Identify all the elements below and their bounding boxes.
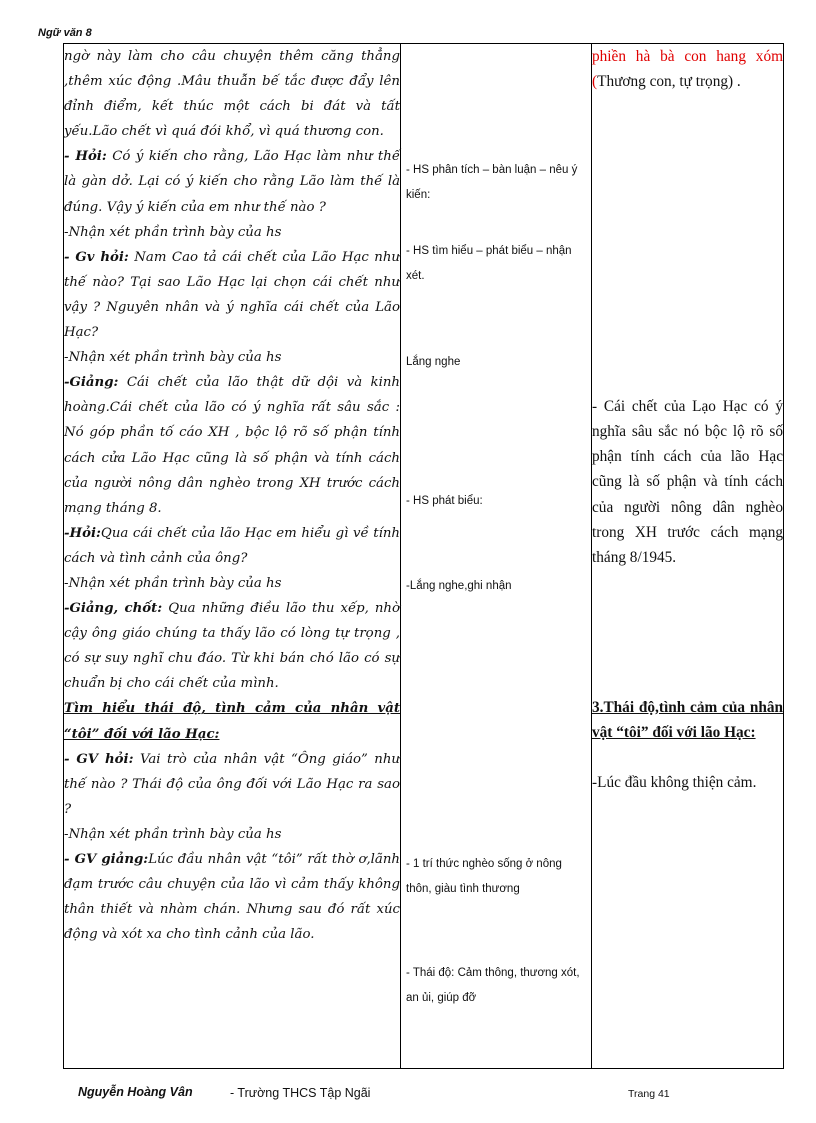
student-answer: - Thái độ: Cảm thông, thương xót, an ủi, giúp đỡ	[406, 967, 580, 1004]
question-1: - Hỏi: Có ý kiến cho rằng, Lão Hạc làm như thế là gàn dở. Lại có ý kiến cho rằng Lão làm thế là đúng. Vậy ý kiến của em như thế nào ?	[64, 149, 400, 215]
page-header-subject: Ngữ văn 8	[38, 27, 92, 39]
teacher-activity-column	[64, 44, 401, 1069]
question-3: -Hỏi:Qua cái chết của lão Hạc em hiểu gì về tính cách và tình cảnh của ông?	[64, 525, 400, 566]
question-4: - GV hỏi: Vai trò của nhân vật “Ông giáo” như thế nào ? Thái độ của ông đối với Lão Hạc ra sao ?	[64, 751, 400, 817]
student-answer: - 1 trí thức nghèo sống ở nông thôn, giàu tình thương	[406, 858, 562, 895]
student-activity-column	[401, 44, 592, 1069]
footer-author: Nguyễn Hoàng Vân	[78, 1085, 193, 1099]
student-answer: Lắng nghe	[406, 356, 461, 368]
footer-school: - Trường THCS Tập Ngãi	[230, 1086, 371, 1100]
review-note: -Nhận xét phần trình bày của hs	[64, 350, 282, 366]
content-section-title: 3.Thái độ,tình cảm của nhân vật “tôi” đối với lão Hạc:	[592, 698, 783, 741]
student-answer: -Lắng nghe,ghi nhận	[406, 580, 512, 592]
content-column	[592, 44, 784, 1069]
lecture-3: - GV giảng:Lúc đầu nhân vật “tôi” rất thờ ơ,lãnh đạm trước câu chuyện của lão vì cảm thấy không thân thiết và nhàm chán. Nhưng sau đó rất xúc động và xót xa cho tình cảnh của lão.	[64, 852, 400, 943]
content-paragraph: phiền hà bà con hang xóm (Thương con, tự trọng) .	[592, 48, 783, 91]
lecture-2: -Giảng, chốt: Qua những điều lão thu xếp, nhờ cậy ông giáo chúng ta thấy lão có lòng tự trọng , có sự suy nghĩ chu đáo. Từ khi bán chó lão có sự chuẩn bị cho cái chết của mình.	[64, 601, 400, 692]
question-2: - Gv hỏi: Nam Cao tả cái chết của Lão Hạc như thế nào? Tại sao Lão Hạc lại chọn cái chết như vậy ? Nguyên nhân và ý nghĩa cái chết của Lão Hạc?	[64, 249, 400, 341]
student-answer: - HS phát biểu:	[406, 495, 483, 507]
student-answer: - HS tìm hiểu – phát biểu – nhận xét.	[406, 245, 572, 282]
text-paragraph: ngờ này làm cho câu chuyện thêm căng thẳng ,thêm xúc động .Mâu thuẫn bế tắc được đẩy lên đỉnh điểm, kết thúc một cách bi đát và tất yếu.Lão chết vì quá đói khổ, vì quá thương con.	[64, 49, 400, 140]
student-answer: - HS phân tích – bàn luận – nêu ý kiến:	[406, 164, 578, 201]
review-note: -Nhận xét phần trình bày của hs	[64, 826, 282, 842]
review-note: -Nhận xét phần trình bày của hs	[64, 575, 282, 591]
lesson-table	[63, 43, 784, 1069]
content-paragraph: - Cái chết của Lạo Hạc có ý nghĩa sâu sắc nó bộc lộ rõ số phận tính cách của lão Hạc cũng là số phận và tính cách của người nông dân nghèo trong XH trước cách mạng tháng 8/1945.	[592, 398, 783, 566]
content-paragraph: -Lúc đầu không thiện cảm.	[592, 774, 757, 792]
footer-page-number: Trang 41	[628, 1088, 670, 1100]
section-title: Tìm hiểu thái độ, tình cảm của nhân vật “tôi” đối với lão Hạc:	[64, 701, 400, 742]
lecture-1: -Giảng: Cái chết của lão thật dữ dội và kinh hoàng.Cái chết của lão có ý nghĩa rất sâu sắc : Nó góp phần tố cáo XH , bộc lộ rõ số phận tính cách cửa Lão Hạc cũng là số phận và tính cách của người nông dân nghèo trong XH trước cách mạng tháng 8.	[64, 375, 400, 516]
review-note: -Nhận xét phần trình bày của hs	[64, 224, 282, 240]
